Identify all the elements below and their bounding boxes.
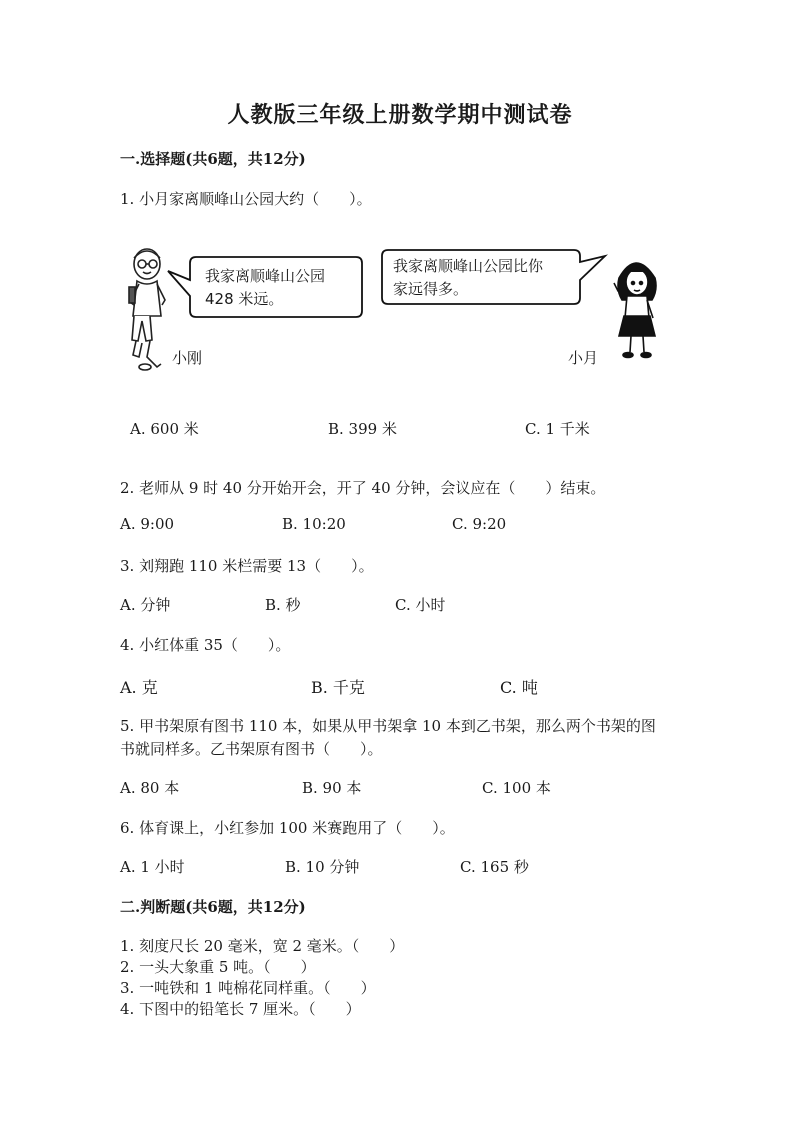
question-5-stem-line1: 5. 甲书架原有图书 110 本，如果从甲书架拿 10 本到乙书架，那么两个书架的图 bbox=[120, 717, 656, 735]
question-6-option-c: C. 165 秒 bbox=[460, 858, 529, 876]
question-3-option-c: C. 小时 bbox=[395, 596, 446, 614]
question-5-option-b: B. 90 本 bbox=[302, 779, 362, 797]
question-6-option-a: A. 1 小时 bbox=[120, 858, 185, 876]
question-2-option-b: B. 10:20 bbox=[282, 515, 346, 533]
girl-figure bbox=[614, 263, 656, 358]
judgement-item-3: 3. 一吨铁和 1 吨棉花同样重。（ ） bbox=[120, 979, 376, 997]
question-6-option-b: B. 10 分钟 bbox=[285, 858, 360, 876]
question-1-option-a: A. 600 米 bbox=[130, 420, 199, 438]
question-1-stem: 1. 小月家离顺峰山公园大约（ ）。 bbox=[120, 190, 372, 208]
judgement-item-1: 1. 刻度尺长 20 毫米，宽 2 毫米。（ ） bbox=[120, 937, 405, 955]
question-3-stem: 3. 刘翔跑 110 米栏需要 13（ ）。 bbox=[120, 557, 374, 575]
question-5-option-a: A. 80 本 bbox=[120, 779, 180, 797]
question-5-stem-line2: 书就同样多。乙书架原有图书（ ）。 bbox=[120, 740, 383, 758]
page-title: 人教版三年级上册数学期中测试卷 bbox=[227, 102, 573, 128]
question-1-option-c: C. 1 千米 bbox=[525, 420, 590, 438]
question-4-option-a: A. 克 bbox=[120, 678, 158, 697]
question-1-option-b: B. 399 米 bbox=[328, 420, 397, 438]
question-4-stem: 4. 小红体重 35（ ）。 bbox=[120, 636, 291, 654]
speech-bubble-right-line1: 我家离顺峰山公园比你 bbox=[393, 257, 544, 275]
speech-bubble-right-line2: 家远得多。 bbox=[393, 280, 469, 298]
question-2-option-c: C. 9:20 bbox=[452, 515, 507, 533]
speech-bubble-left-line2: 428 米远。 bbox=[205, 290, 284, 308]
name-label-xiaoyue: 小月 bbox=[568, 349, 599, 367]
section-heading-choice: 一.选择题(共6题，共12分) bbox=[120, 150, 306, 168]
question-6-stem: 6. 体育课上，小红参加 100 米赛跑用了（ ）。 bbox=[120, 819, 455, 837]
judgement-item-2: 2. 一头大象重 5 吨。（ ） bbox=[120, 958, 316, 976]
question-5-option-c: C. 100 本 bbox=[482, 779, 551, 797]
question-3-option-b: B. 秒 bbox=[265, 596, 301, 614]
question-4-option-b: B. 千克 bbox=[311, 678, 365, 697]
question-3-option-a: A. 分钟 bbox=[120, 596, 171, 614]
speech-bubble-left-line1: 我家离顺峰山公园 bbox=[205, 267, 326, 285]
judgement-item-4: 4. 下图中的铅笔长 7 厘米。（ ） bbox=[120, 1000, 361, 1018]
boy-figure bbox=[129, 249, 165, 370]
section-heading-judgement: 二.判断题(共6题，共12分) bbox=[120, 898, 306, 916]
question-4-option-c: C. 吨 bbox=[500, 678, 538, 697]
question-2-option-a: A. 9:00 bbox=[120, 515, 175, 533]
question-1-illustration bbox=[0, 0, 800, 400]
name-label-xiaogang: 小刚 bbox=[172, 349, 203, 367]
question-2-stem: 2. 老师从 9 时 40 分开始开会，开了 40 分钟，会议应在（ ）结束。 bbox=[120, 479, 606, 497]
